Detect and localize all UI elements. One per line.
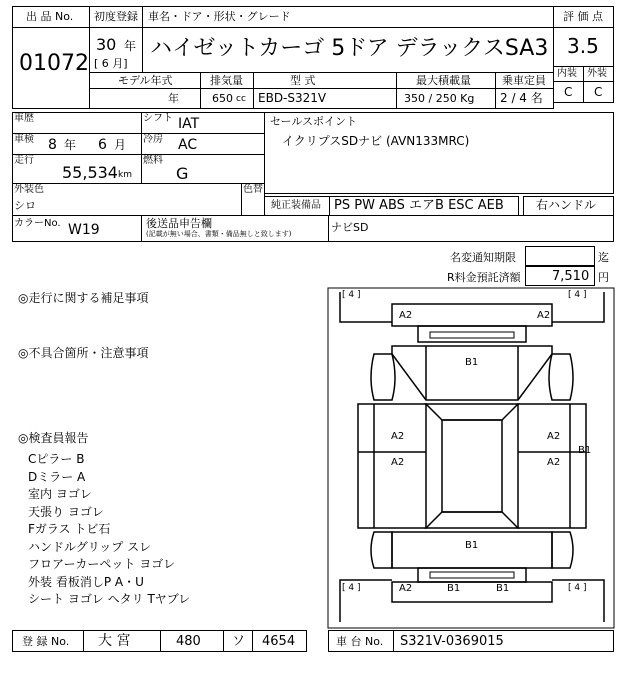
mark-left-rear-door: A2 — [391, 457, 405, 468]
type-label-cell — [253, 72, 397, 89]
exterior-grade: C — [594, 85, 603, 99]
inspector-report-line: Cピラー B — [28, 452, 85, 466]
inspection-year-unit: 年 — [64, 138, 77, 152]
chassis-label: 車 台 No. — [336, 635, 384, 648]
mark-front-right: A2 — [537, 310, 551, 321]
interior-grade: C — [564, 85, 573, 99]
post-doc-item: ナビSD — [331, 221, 369, 234]
chassis-number: S321V-0369015 — [400, 634, 504, 649]
interior-label: 内装 — [557, 68, 577, 79]
reg-class: 480 — [176, 634, 201, 649]
mark-rear-left: A2 — [399, 583, 413, 594]
defect-label: ◎不具合箇所・注意事項 — [18, 346, 149, 360]
inspection-year: 8 — [48, 137, 57, 153]
inspector-report-line: 天張り ヨゴレ — [28, 504, 104, 519]
color-no-label: カラーNo. — [14, 218, 61, 229]
post-doc-label: 後送品申告欄 — [146, 217, 212, 230]
cooler-value: AC — [178, 137, 198, 153]
max-load-label: 最大積載量 — [416, 74, 471, 87]
inspector-report-line: Fガラス トビ石 — [28, 522, 111, 536]
exterior-color-label: 外装色 — [14, 184, 44, 195]
reg-month: [ 6 月] — [94, 57, 128, 70]
shift-label: シフト — [143, 113, 173, 124]
inspection-month: 6 — [98, 137, 107, 153]
max-load: 350 / 250 Kg — [404, 92, 475, 105]
lot-number: 01072 — [19, 51, 89, 76]
model-year-unit: 年 — [168, 92, 179, 105]
score-value: 3.5 — [567, 34, 599, 58]
steering-value: 右ハンドル — [536, 198, 597, 212]
driving-note-label: ◎走行に関する補足事項 — [18, 291, 149, 305]
score-label: 評 価 点 — [563, 10, 603, 23]
tire-front-left: [ 4 ] — [342, 290, 361, 300]
color-no-value: W19 — [68, 222, 100, 238]
inspector-report-line: 室内 ヨゴレ — [28, 487, 92, 501]
inspector-report-line: フロアーカーペット ヨゴレ — [28, 557, 176, 571]
inspector-report-line: 外装 看板消しP A・U — [28, 574, 144, 589]
name-change-label: 名変通知期限 — [450, 251, 516, 264]
color-change-label: 色替 — [243, 184, 263, 195]
history-label: 車歴 — [14, 113, 34, 124]
mark-rear-right: B1 — [496, 583, 510, 594]
mark-right-front-door: A2 — [547, 431, 561, 442]
displacement-unit: cc — [236, 94, 246, 104]
model-year-cell — [89, 88, 201, 109]
reg-no-label: 登 録 No. — [22, 635, 70, 648]
mark-right-side: B1 — [578, 445, 592, 456]
sales-point-value: イクリプスSDナビ (AVN133MRC) — [282, 134, 470, 148]
car-name: ハイゼットカーゴ 5ドア デラックスSA3 — [150, 36, 549, 61]
displacement-label: 排気量 — [210, 74, 243, 87]
tire-front-right: [ 4 ] — [568, 290, 587, 300]
name-change-cell — [525, 246, 595, 266]
reg-region: 大 宮 — [98, 633, 131, 649]
reg-number: 4654 — [262, 634, 296, 649]
mark-roof-rear: B1 — [465, 540, 479, 551]
exterior-color-value: シロ — [14, 199, 36, 212]
fuel-label: 燃料 — [143, 155, 163, 166]
capacity: 2 / 4 名 — [500, 91, 543, 105]
type-code: EBD-S321V — [258, 91, 327, 105]
inspector-report-line: ハンドルグリップ スレ — [28, 539, 152, 554]
reg-year: 30 — [96, 35, 117, 54]
name-change-unit: 迄 — [598, 251, 609, 264]
post-doc-note: (記載が無い場合、書類・備品無しと致します) — [146, 230, 292, 238]
mileage-unit: km — [118, 170, 132, 180]
post-doc-item-cell — [328, 215, 614, 242]
exterior-color-cell — [12, 183, 242, 216]
inspector-report-line: Dミラー A — [28, 469, 86, 484]
mark-rear-mid: B1 — [447, 583, 461, 594]
recycle-amount: 7,510 — [552, 269, 590, 284]
tire-rear-right: [ 4 ] — [568, 583, 587, 593]
reg-kana: ソ — [232, 634, 246, 649]
type-label: 型 式 — [290, 74, 316, 87]
cooler-label: 冷房 — [143, 134, 163, 145]
inspector-report-line: シート ヨゴレ ヘタリ Tヤブレ — [28, 592, 191, 606]
tire-rear-left: [ 4 ] — [342, 583, 361, 593]
inspection-month-unit: 月 — [114, 138, 127, 152]
genuine-equip-value: PS PW ABS エアB ESC AEB — [334, 198, 504, 213]
year-unit: 年 — [124, 39, 137, 53]
recycle-unit: 円 — [598, 271, 609, 284]
genuine-equip-label: 純正装備品 — [271, 200, 321, 211]
lot-label: 出 品 No. — [26, 10, 74, 23]
capacity-label: 乗車定員 — [502, 74, 546, 87]
mark-left-front-door: A2 — [391, 431, 405, 442]
mark-hood: B1 — [465, 357, 479, 368]
mileage-label: 走行 — [14, 155, 34, 166]
fuel-value: G — [176, 164, 189, 183]
displacement: 650 — [212, 92, 233, 105]
recycle-label: R料金預託済額 — [447, 271, 521, 284]
exterior-label: 外装 — [587, 68, 607, 79]
mark-front-left: A2 — [399, 310, 413, 321]
sales-point-label: セールスポイント — [270, 115, 358, 128]
mark-right-rear-door: A2 — [547, 457, 561, 468]
first-reg-label: 初度登録 — [94, 10, 138, 23]
car-name-label: 車名・ドア・形状・グレード — [148, 10, 291, 23]
shift-value: IAT — [178, 116, 200, 132]
model-year-label: モデル年式 — [118, 74, 173, 87]
mileage-value: 55,534 — [62, 163, 118, 182]
inspector-label: ◎検査員報告 — [18, 431, 89, 445]
inspection-label: 車検 — [14, 134, 34, 145]
